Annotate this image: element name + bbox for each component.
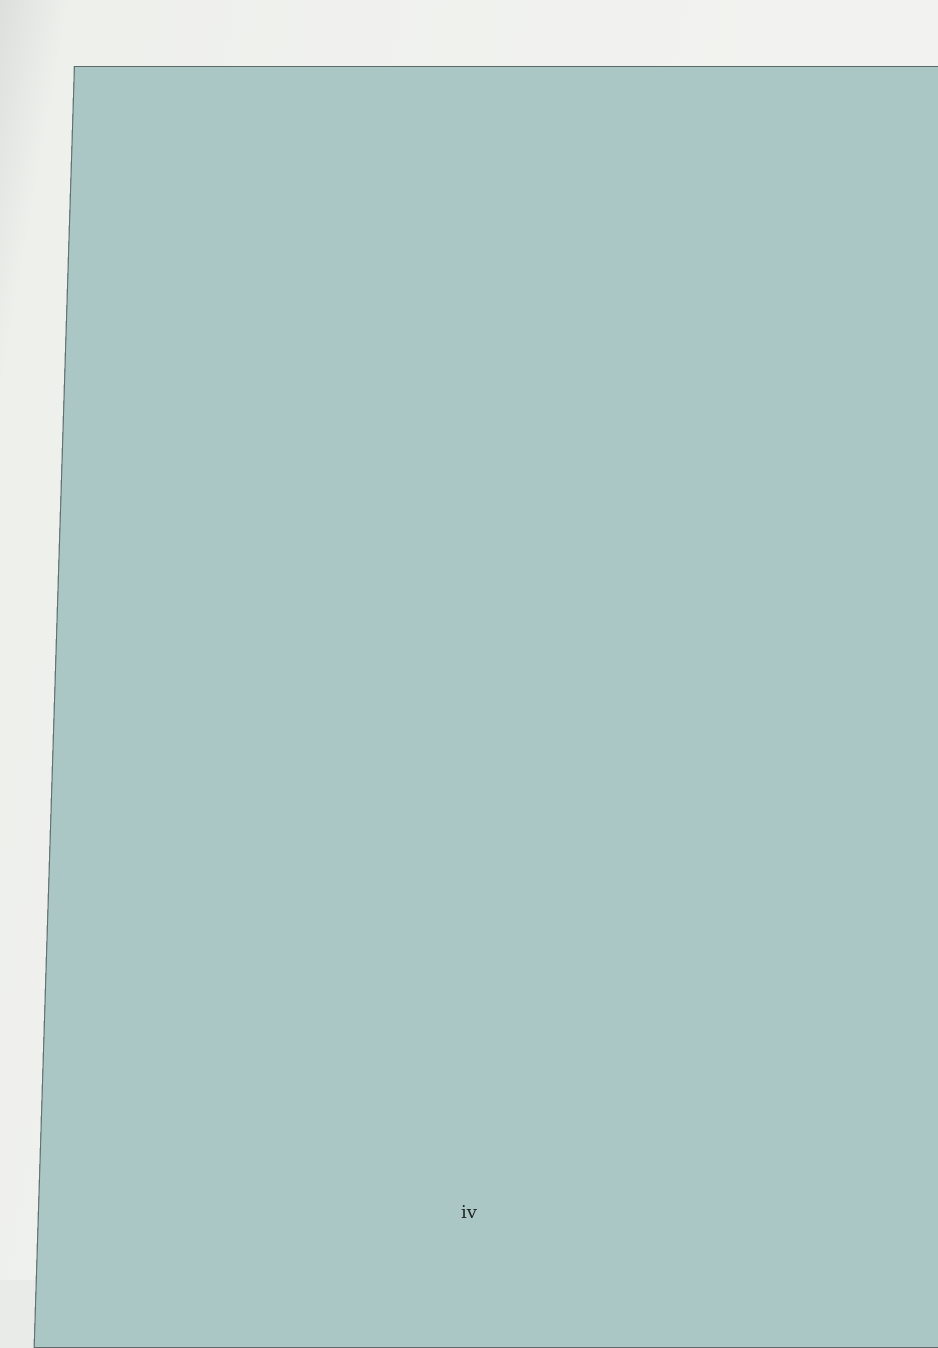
page-ref (34, 66, 938, 1348)
species-index-table (39, 66, 898, 1174)
species-table-container (39, 66, 898, 1174)
table-row (40, 1119, 865, 1174)
page-number: iv (461, 1202, 477, 1223)
